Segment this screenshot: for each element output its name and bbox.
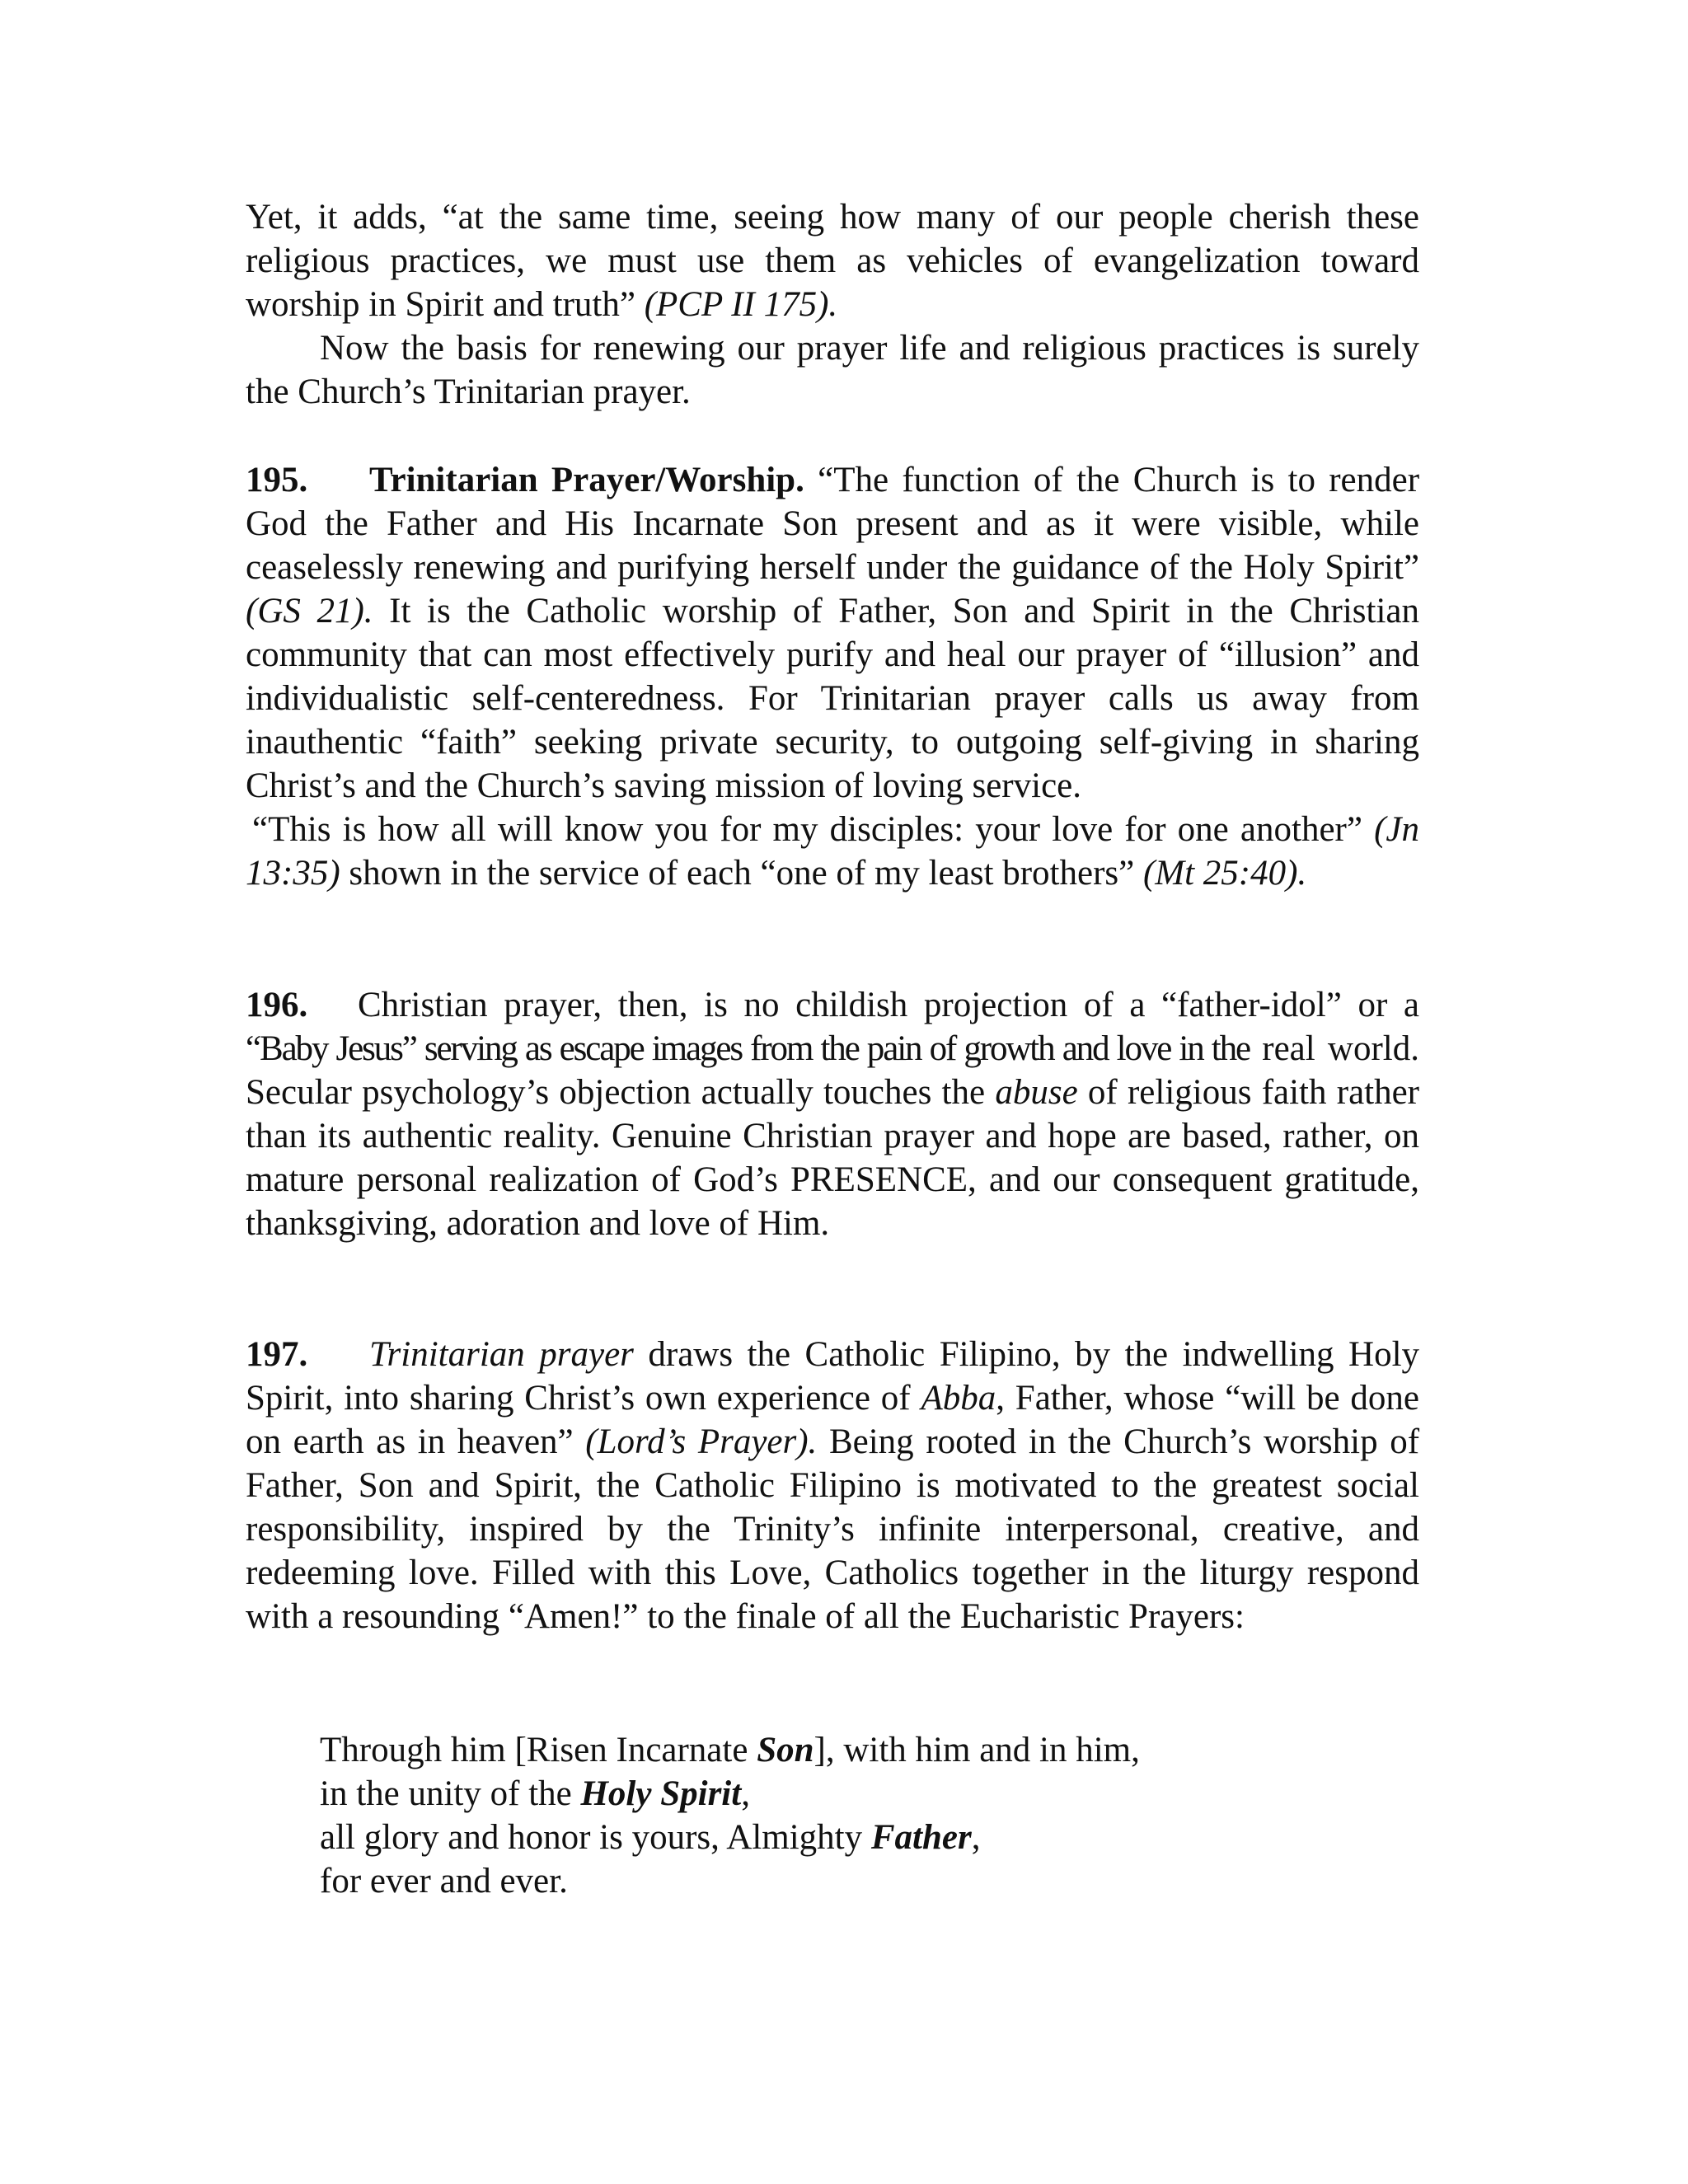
section-text: of religious faith rather than its authentic reality. Genuine Christian prayer and hope are based, rather, on mature personal realization of God’s PRESENCE, and our consequent gratitude, thanksgiving, adoration and love of Him.: [246, 1073, 1420, 1243]
section-text: Being rooted in the Church’s worship of Father, Son and Spirit, the Catholic Filipino is motivated to the greatest social responsibility, inspired by the Trinity’s infinite interpersonal, creative, and redeeming love. Filled with this Love, Catholics together in the liturgy respond with a resounding “Amen!” to the finale of all the Eucharistic Prayers:: [246, 1422, 1420, 1636]
doxology-text: in the unity of the: [320, 1774, 581, 1813]
section-195-paragraph: [246, 458, 1419, 808]
section-text: “The function of the Church is to render God the Father and His Incarnate Son present and as it were visible, while ceaselessly renewing and purifying herself under the guidance of the Holy Spirit”: [246, 461, 1420, 587]
citation-jn: (Jn 13:35): [246, 810, 1419, 893]
doxology-text: ,: [971, 1818, 981, 1857]
intro-section: [246, 195, 1419, 414]
doxology-line-1: [320, 1728, 1391, 1772]
section-text: It is the Catholic worship of Father, Son and Spirit in the Christian community that can most effectively purify and heal our prayer of “illusion” and individualistic self-centeredness. For Trinitarian prayer calls us away from inauthentic “faith” seeking private security, to outgoing self-giving in sharing Christ’s and the Church’s saving mission of loving service.: [246, 592, 1419, 805]
doxology: [320, 1728, 1391, 1903]
citation-pcp: (PCP II 175).: [644, 285, 838, 324]
intro-paragraph: [246, 195, 1419, 326]
emphasis-son: Son: [757, 1731, 814, 1769]
section-text: draws the Catholic Filipino, by the indwelling Holy Spirit, into sharing Christ’s own experience of: [246, 1335, 1420, 1418]
emphasis-abba: Abba: [921, 1379, 996, 1418]
doxology-text: all glory and honor is yours, Almighty: [320, 1818, 871, 1857]
section-195: [246, 458, 1419, 895]
section-number: 197.: [246, 1335, 308, 1374]
section-text: shown in the service of each “one of my least brothers”: [349, 854, 1135, 893]
section-196-paragraph: [246, 983, 1419, 1245]
intro-text: Yet, it adds, “at the same time, seeing how many of our people cherish these religious practices, we must use them as vehicles of evangelization toward worship in Spirit and truth”: [246, 198, 1419, 324]
emphasis-abuse: abuse: [995, 1073, 1078, 1112]
scripture-paragraph: [246, 808, 1419, 895]
citation-mt: (Mt 25:40).: [1142, 854, 1307, 893]
doxology-line-2: [320, 1772, 1391, 1816]
section-heading: Trinitarian Prayer/Worship.: [369, 461, 804, 499]
intro-paragraph-2: Now the basis for renewing our prayer life and religious practices is surely the Church’s Trinitarian prayer.: [246, 329, 1419, 411]
doxology-text: ,: [741, 1774, 750, 1813]
doxology-text: ], with him and in him,: [814, 1731, 1140, 1769]
section-text: real world. Secular psychology’s objection actually touches the: [246, 1029, 1419, 1112]
section-text: Christian prayer, then, is no childish projection of a “father-idol” or a: [358, 986, 1419, 1024]
doxology-text: Through him [Risen Incarnate: [320, 1731, 757, 1769]
section-197-paragraph: [246, 1333, 1419, 1638]
citation-lords-prayer: (Lord’s Prayer).: [585, 1422, 818, 1461]
section-197: [246, 1333, 1419, 1638]
emphasis-holy-spirit: Holy Spirit: [580, 1774, 742, 1813]
section-196: [246, 983, 1419, 1245]
section-number: 196.: [246, 986, 308, 1024]
section-text: , Father, whose “will be done on earth as in heaven”: [246, 1379, 1420, 1461]
citation-gs: (GS 21).: [246, 592, 373, 630]
section-number: 195.: [246, 461, 308, 499]
section-text-condensed: “Baby Jesus” serving as escape images from the pain of growth and love in the: [246, 1029, 1250, 1068]
emphasis-father: Father: [870, 1818, 972, 1857]
scripture-quote: “This is how all will know you for my disciples: your love for one another”: [252, 810, 1362, 849]
emphasis-term: Trinitarian prayer: [369, 1335, 634, 1374]
doxology-line-3: [320, 1816, 1391, 1859]
doxology-line-4: for ever and ever.: [320, 1862, 568, 1900]
